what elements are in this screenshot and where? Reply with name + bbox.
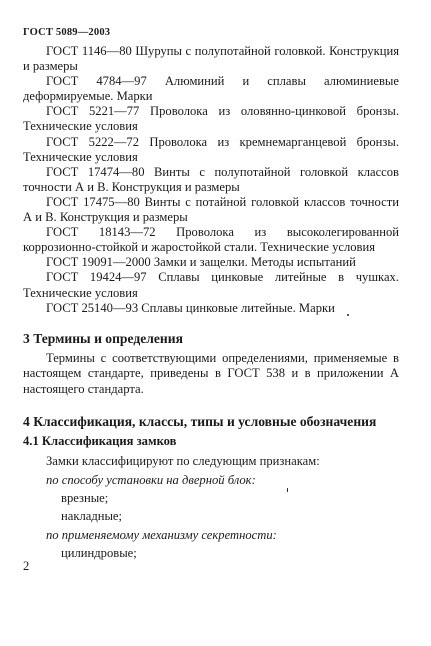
criterion-secrecy-mechanism: по применяемому механизму секретности: bbox=[46, 528, 277, 542]
criterion-installation: по способу установки на дверной блок: bbox=[46, 473, 256, 487]
reference-item: ГОСТ 5221—77 Проволока из оловянно-цинковой бронзы. Технические условия bbox=[23, 104, 399, 134]
reference-item: ГОСТ 19091—2000 Замки и защелки. Методы испытаний bbox=[46, 255, 356, 270]
section-3-title: 3 Термины и определения bbox=[23, 331, 183, 346]
reference-item: ГОСТ 5222—72 Проволока из кремнемарганцевой бронзы. Технические условия bbox=[23, 134, 399, 164]
subsection-4-1-title: 4.1 Классификация замков bbox=[23, 434, 177, 448]
reference-item: ГОСТ 4784—97 Алюминий и сплавы алюминиевые деформируемые. Марки bbox=[23, 74, 399, 104]
reference-item: ГОСТ 17474—80 Винты с полупотайной головкой классов точности А и В. Конструкция и размеры bbox=[23, 164, 399, 194]
section-4-title: 4 Классификация, классы, типы и условные обозначения bbox=[23, 414, 377, 429]
classification-intro: Замки классифицируют по следующим признакам: bbox=[46, 454, 320, 468]
scan-speck bbox=[347, 314, 349, 316]
reference-item: ГОСТ 17475—80 Винты с потайной головкой классов точности А и В. Конструкция и размеры bbox=[23, 194, 399, 225]
list-item: цилиндровые; bbox=[61, 546, 137, 560]
scan-speck bbox=[287, 488, 288, 492]
reference-item: ГОСТ 18143—72 Проволока из высоколегированной коррозионно-стойкой и жаростойкой стали. Технические условия bbox=[23, 225, 399, 255]
reference-item: ГОСТ 19424—97 Сплавы цинковые литейные в чушках. Технические условия bbox=[23, 270, 399, 300]
references-list bbox=[23, 44, 399, 316]
section-3-text: Термины с соответствующими определениями, применяемые в настоящем стандарте, приведены в ГОСТ 538 и в приложении А настоящего стандарта. bbox=[23, 351, 399, 396]
reference-item: ГОСТ 1146—80 Шурупы с полупотайной головкой. Конструкция и размеры bbox=[23, 44, 399, 74]
page-number: 2 bbox=[23, 559, 30, 573]
reference-item: ГОСТ 25140—93 Сплавы цинковые литейные. Марки bbox=[46, 300, 335, 315]
list-item: врезные; bbox=[61, 491, 109, 505]
list-item: накладные; bbox=[61, 509, 123, 523]
document-header: ГОСТ 5089—2003 bbox=[23, 27, 111, 38]
